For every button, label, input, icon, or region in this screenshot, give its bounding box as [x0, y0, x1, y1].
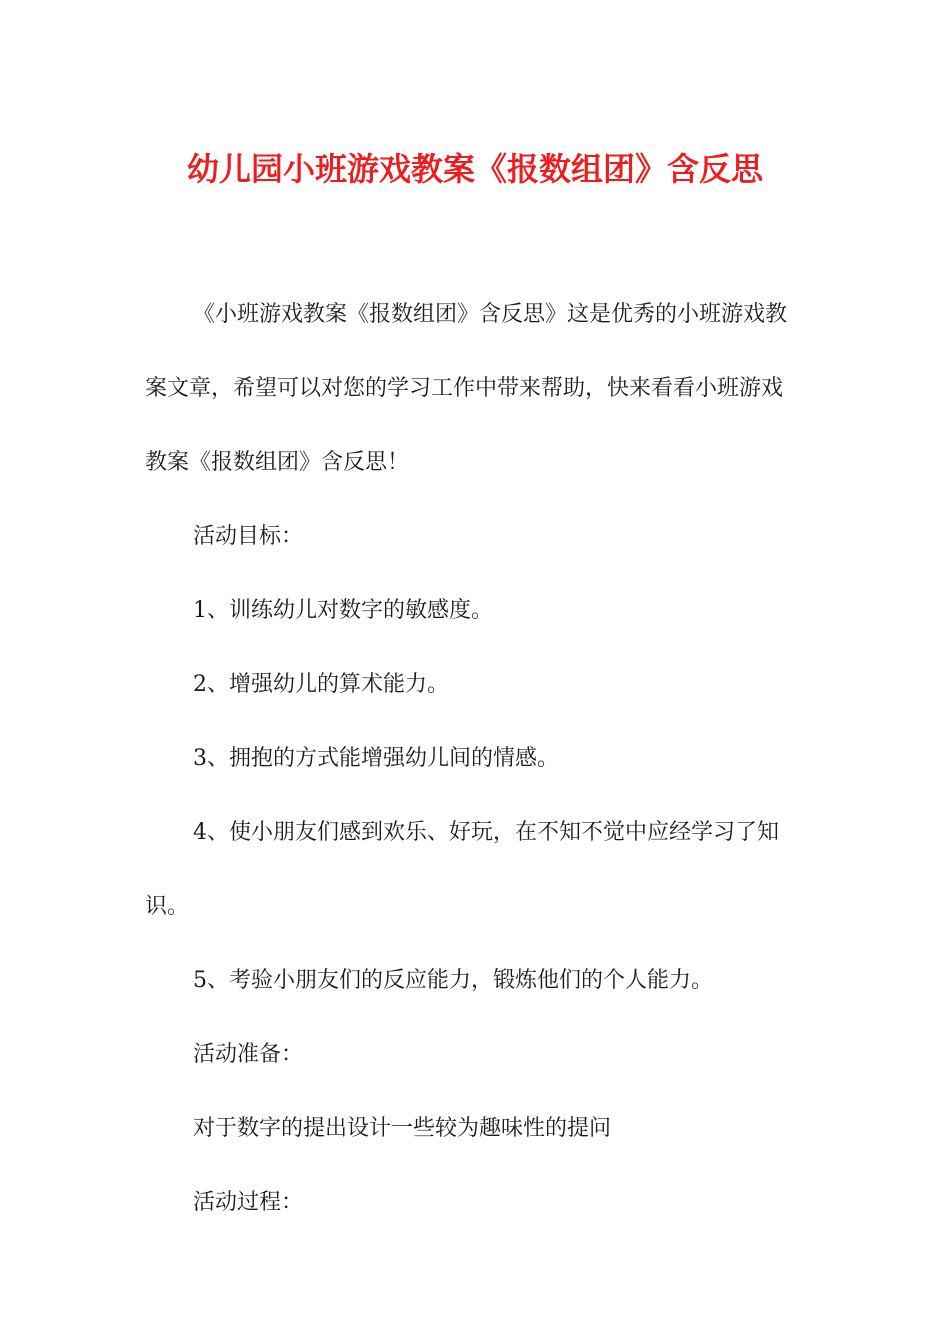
goal-4-line-2: 知识。 — [145, 820, 780, 919]
goal-4-line-1: 4、使小朋友们感到欢乐、好玩，在不知不觉中应经学习了 — [193, 820, 757, 845]
intro-line-2: 戏教案文章，希望可以对您的学习工作中带来帮助，快来看看 — [145, 302, 788, 401]
goal-item-2: 2、增强幼儿的算术能力。 — [193, 672, 449, 697]
goal-item-4 — [145, 796, 805, 944]
intro-line-1: 《小班游戏教案《报数组团》含反思》这是优秀的小班游 — [193, 302, 744, 327]
intro-line-3: 小班游戏教案《报数组团》含反思！ — [145, 376, 784, 475]
intro-paragraph — [145, 278, 805, 500]
prep-text: 对于数字的提出设计一些较为趣味性的提问 — [193, 1116, 612, 1141]
document-title: 幼儿园小班游戏教案《报数组团》含反思 — [186, 150, 763, 188]
goals-heading: 活动目标： — [193, 524, 304, 549]
goal-item-3: 3、拥抱的方式能增强幼儿间的情感。 — [193, 746, 559, 771]
document-body — [145, 278, 805, 1240]
goal-item-1: 1、训练幼儿对数字的敏感度。 — [193, 598, 493, 623]
process-heading: 活动过程： — [193, 1190, 304, 1215]
prep-heading: 活动准备： — [193, 1042, 304, 1067]
goal-item-5: 5、考验小朋友们的反应能力，锻炼他们的个人能力。 — [193, 968, 713, 993]
